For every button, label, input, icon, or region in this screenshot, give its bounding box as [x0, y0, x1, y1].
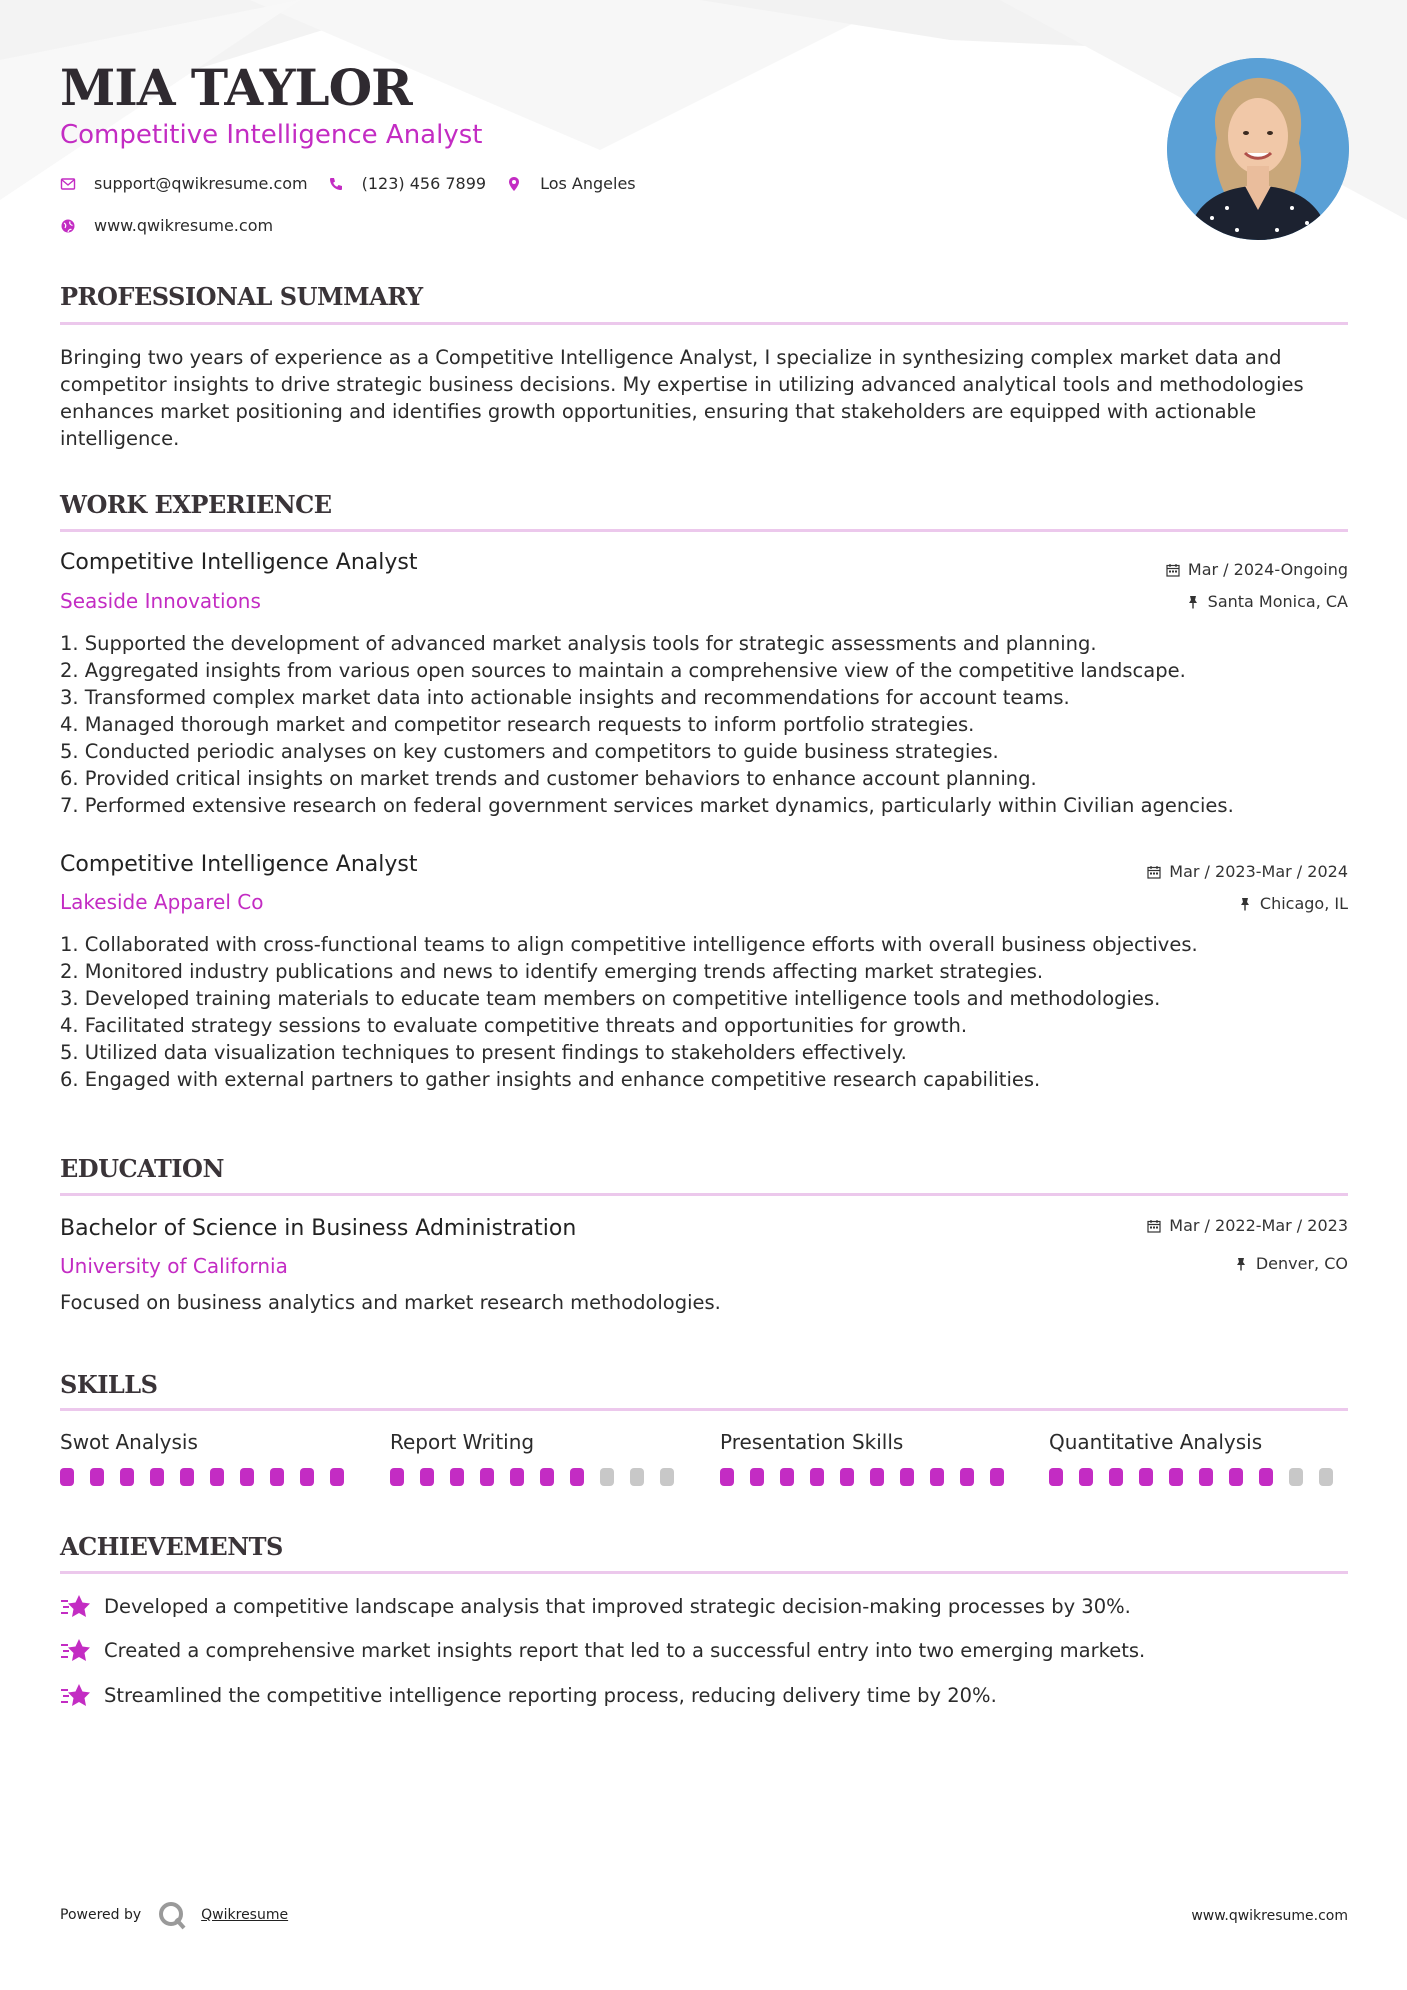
- achievement-item: [60, 1592, 1131, 1620]
- contact-website[interactable]: [60, 216, 273, 235]
- profile-photo: [1167, 58, 1349, 240]
- section-divider: [60, 1571, 1348, 1574]
- skill-rating-dot: [570, 1468, 584, 1486]
- section-divider: [60, 529, 1348, 532]
- globe-icon: [60, 218, 76, 234]
- list-item: 6. Provided critical insights on market trends and customer behaviors to enhance account planning.: [60, 767, 1037, 790]
- skill-rating-dot: [480, 1468, 494, 1486]
- phone-text: (123) 456 7899: [361, 174, 487, 193]
- skill-rating-dot: [1109, 1468, 1123, 1486]
- skill-rating-dot: [450, 1468, 464, 1486]
- footer-website[interactable]: www.qwikresume.com: [1191, 1908, 1348, 1924]
- skill-rating-dot: [1169, 1468, 1183, 1486]
- list-item: 4. Managed thorough market and competitor research requests to inform portfolio strategies.: [60, 713, 975, 736]
- achievement-item: [60, 1636, 1145, 1664]
- skill-rating-dot: [60, 1468, 74, 1486]
- skill-rating-dot: [1289, 1468, 1303, 1486]
- company-name: Seaside Innovations: [60, 589, 261, 613]
- skill-rating-dot: [600, 1468, 614, 1486]
- list-item: 5. Conducted periodic analyses on key customers and competitors to guide business strategies.: [60, 740, 999, 763]
- job-title: Competitive Intelligence Analyst: [60, 852, 418, 877]
- job-responsibilities: [60, 630, 1348, 819]
- skill-rating-dot: [240, 1468, 254, 1486]
- list-item: 3. Transformed complex market data into actionable insights and recommendations for account teams.: [60, 686, 1070, 709]
- skill-name: Presentation Skills: [720, 1430, 904, 1454]
- skill-rating-dot: [810, 1468, 824, 1486]
- company-name: Lakeside Apparel Co: [60, 890, 264, 914]
- section-divider: [60, 1408, 1348, 1411]
- skill-rating-dot: [1199, 1468, 1213, 1486]
- summary-heading: PROFESSIONAL SUMMARY: [60, 282, 423, 311]
- skill-rating-dot: [1319, 1468, 1333, 1486]
- achievement-text: Streamlined the competitive intelligence reporting process, reducing delivery time by 20%.: [104, 1683, 997, 1707]
- candidate-name: MIA TAYLOR: [60, 58, 412, 117]
- skill-rating-dot: [210, 1468, 224, 1486]
- achievement-text: Created a comprehensive market insights report that led to a successful entry into two emerging markets.: [104, 1638, 1146, 1662]
- education-location-text: Denver, CO: [1255, 1254, 1348, 1273]
- education-heading: EDUCATION: [60, 1154, 224, 1183]
- skill-rating-dot: [930, 1468, 944, 1486]
- skill-rating-dot: [1079, 1468, 1093, 1486]
- job-dates-text: Mar / 2023-Mar / 2024: [1169, 862, 1348, 881]
- pushpin-icon: [1238, 897, 1252, 911]
- skill-rating: [60, 1468, 360, 1486]
- envelope-icon: [60, 176, 76, 192]
- achievement-text: Developed a competitive landscape analysis that improved strategic decision-making processes by 30%.: [104, 1594, 1131, 1618]
- skill-rating-dot: [990, 1468, 1004, 1486]
- achievements-heading: ACHIEVEMENTS: [60, 1532, 283, 1561]
- qwikresume-link[interactable]: Qwikresume: [201, 1907, 289, 1923]
- skill-rating-dot: [720, 1468, 734, 1486]
- list-item: 3. Developed training materials to educate team members on competitive intelligence tools and methodologies.: [60, 987, 1161, 1010]
- contact-row: [60, 174, 656, 193]
- section-divider: [60, 1193, 1348, 1196]
- star-badge-icon: [60, 1592, 92, 1620]
- candidate-title: Competitive Intelligence Analyst: [60, 120, 483, 150]
- skill-name: Quantitative Analysis: [1049, 1430, 1263, 1454]
- skill-rating-dot: [870, 1468, 884, 1486]
- skill-rating-dot: [540, 1468, 554, 1486]
- achievement-item: [60, 1681, 997, 1709]
- skill-item: [1049, 1430, 1349, 1486]
- skill-rating-dot: [420, 1468, 434, 1486]
- skill-rating-dot: [150, 1468, 164, 1486]
- skill-rating-dot: [180, 1468, 194, 1486]
- skill-name: Swot Analysis: [60, 1430, 198, 1454]
- star-badge-icon: [60, 1681, 92, 1709]
- location-text: Los Angeles: [540, 174, 636, 193]
- list-item: 2. Monitored industry publications and news to identify emerging trends affecting market strategies.: [60, 960, 1044, 983]
- star-badge-icon: [60, 1636, 92, 1664]
- job-location: [1186, 592, 1348, 611]
- skill-name: Report Writing: [390, 1430, 535, 1454]
- contact-row-2: [60, 216, 293, 235]
- list-item: 7. Performed extensive research on federal government services market dynamics, particularly within Civilian agencies.: [60, 794, 1234, 817]
- skill-item: [720, 1430, 1020, 1486]
- qwikresume-logo-icon: [157, 1900, 187, 1930]
- powered-by-label: Powered by: [60, 1907, 142, 1923]
- skill-rating: [1049, 1468, 1349, 1486]
- contact-email[interactable]: [60, 174, 308, 193]
- job-location-text: Chicago, IL: [1259, 894, 1348, 913]
- list-item: 4. Facilitated strategy sessions to evaluate competitive threats and opportunities for growth.: [60, 1014, 968, 1037]
- portrait-illustration: [1167, 58, 1349, 240]
- education-location: [1234, 1254, 1348, 1273]
- contact-phone[interactable]: [328, 174, 486, 193]
- skill-rating-dot: [900, 1468, 914, 1486]
- education-dates: [1147, 1216, 1348, 1235]
- calendar-icon: [1147, 1219, 1161, 1233]
- school-name: University of California: [60, 1254, 288, 1278]
- skill-rating-dot: [270, 1468, 284, 1486]
- skill-rating-dot: [750, 1468, 764, 1486]
- list-item: 6. Engaged with external partners to gather insights and enhance competitive research capabilities.: [60, 1068, 1041, 1091]
- education-dates-text: Mar / 2022-Mar / 2023: [1169, 1216, 1348, 1235]
- calendar-icon: [1166, 563, 1180, 577]
- section-divider: [60, 322, 1348, 325]
- job-location-text: Santa Monica, CA: [1207, 592, 1348, 611]
- contact-location: [506, 174, 636, 193]
- job-responsibilities: [60, 931, 1348, 1093]
- degree-title: Bachelor of Science in Business Administration: [60, 1216, 577, 1241]
- skill-item: [60, 1430, 360, 1486]
- list-item: 5. Utilized data visualization techniques to present findings to stakeholders effectively.: [60, 1041, 907, 1064]
- job-dates: [1147, 862, 1348, 881]
- email-text: support@qwikresume.com: [94, 174, 308, 193]
- skill-rating-dot: [1049, 1468, 1063, 1486]
- job-title: Competitive Intelligence Analyst: [60, 550, 418, 575]
- skill-rating-dot: [960, 1468, 974, 1486]
- skill-rating-dot: [120, 1468, 134, 1486]
- website-text: www.qwikresume.com: [94, 216, 274, 235]
- skill-rating-dot: [510, 1468, 524, 1486]
- skill-item: [390, 1430, 690, 1486]
- list-item: 1. Supported the development of advanced market analysis tools for strategic assessments and planning.: [60, 632, 1097, 655]
- skill-rating-dot: [300, 1468, 314, 1486]
- job-dates-text: Mar / 2024-Ongoing: [1187, 560, 1348, 579]
- skills-heading: SKILLS: [60, 1370, 158, 1399]
- skill-rating-dot: [90, 1468, 104, 1486]
- skill-rating-dot: [840, 1468, 854, 1486]
- skill-rating-dot: [780, 1468, 794, 1486]
- skill-rating-dot: [660, 1468, 674, 1486]
- pushpin-icon: [1234, 1257, 1248, 1271]
- summary-text: Bringing two years of experience as a Competitive Intelligence Analyst, I specialize in synthesizing complex market data and competitor insights to drive strategic business decisions. My expertise in utilizing advanced analytical tools and methodologies enhances market positioning and identifies growth opportunities, ensuring that stakeholders are equipped with actionable intelligence.: [60, 346, 1304, 450]
- list-item: 2. Aggregated insights from various open sources to maintain a comprehensive view of the competitive landscape.: [60, 659, 1186, 682]
- resume-page: [60, 0, 1348, 1990]
- pushpin-icon: [1186, 595, 1200, 609]
- skill-rating-dot: [330, 1468, 344, 1486]
- calendar-icon: [1147, 865, 1161, 879]
- skill-rating: [720, 1468, 1020, 1486]
- skill-rating-dot: [1259, 1468, 1273, 1486]
- skill-rating-dot: [390, 1468, 404, 1486]
- experience-heading: WORK EXPERIENCE: [60, 490, 332, 519]
- list-item: 1. Collaborated with cross-functional teams to align competitive intelligence efforts with overall business objectives.: [60, 933, 1198, 956]
- job-dates: [1166, 560, 1348, 579]
- map-pin-icon: [506, 176, 522, 192]
- phone-icon: [328, 176, 344, 192]
- education-description: Focused on business analytics and market research methodologies.: [60, 1291, 721, 1314]
- footer-powered-by: [60, 1900, 288, 1930]
- job-location: [1238, 894, 1348, 913]
- skill-rating-dot: [1229, 1468, 1243, 1486]
- skill-rating-dot: [630, 1468, 644, 1486]
- skill-rating-dot: [1139, 1468, 1153, 1486]
- skill-rating: [390, 1468, 690, 1486]
